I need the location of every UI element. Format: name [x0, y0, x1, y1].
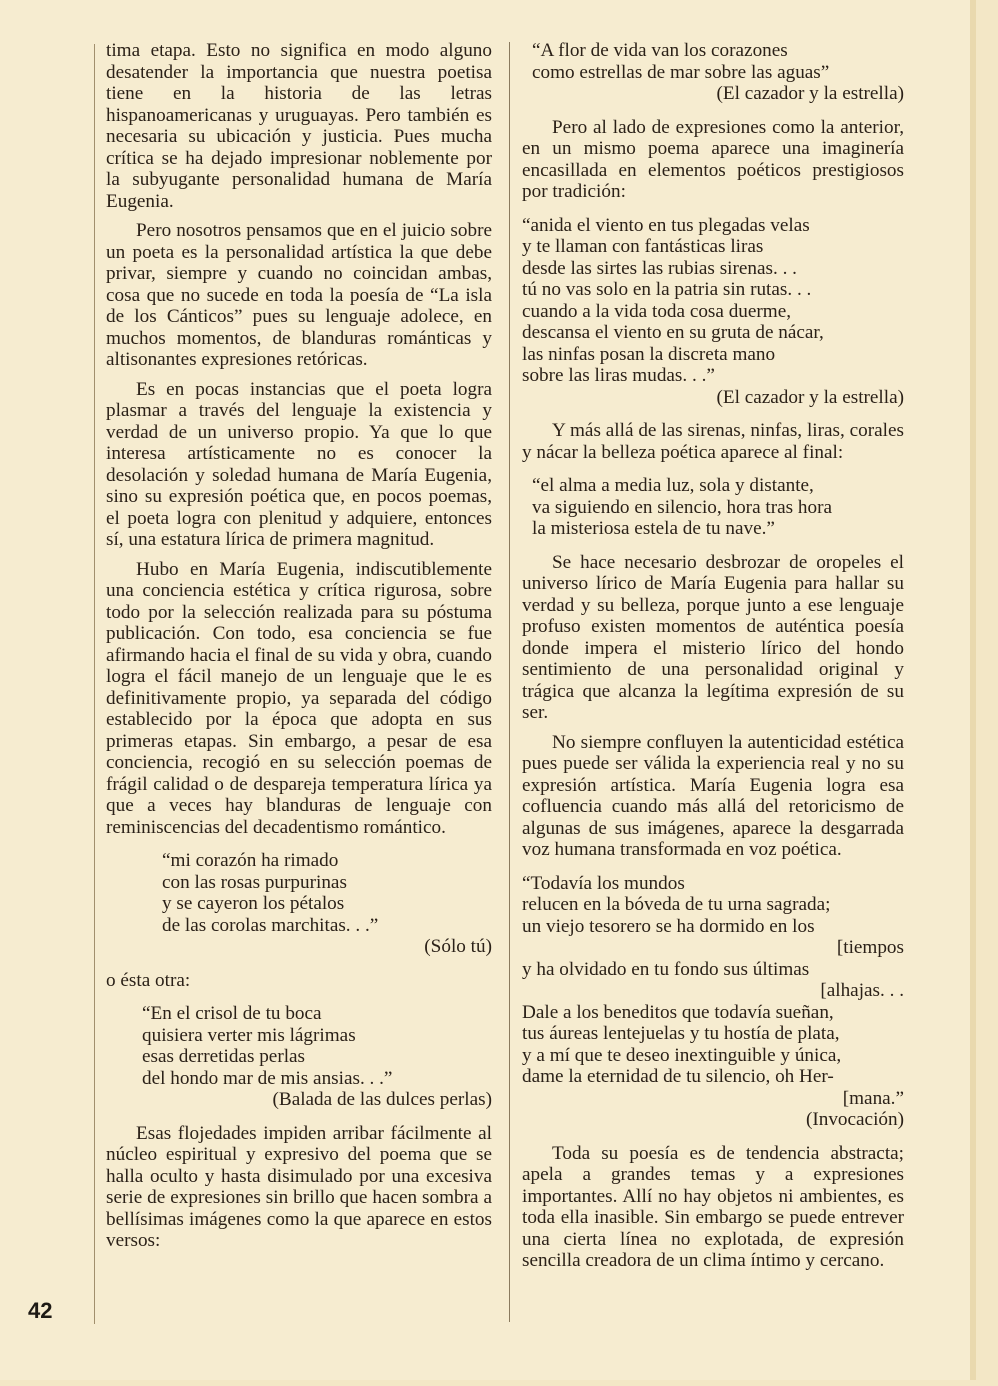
verse-quote — [522, 215, 904, 409]
verse-line: como estrellas de mar sobre las aguas” — [532, 61, 830, 83]
verse-line: con las rosas purpurinas — [162, 871, 347, 893]
verse-citation: (Balada de las dulces perlas) — [272, 1089, 492, 1110]
verse-continuation: [mana.” — [842, 1087, 904, 1109]
verse-line: “En el crisol de tu boca — [142, 1003, 322, 1024]
verse-line: tus áureas lentejuelas y tu hostía de plata, — [522, 1023, 840, 1044]
verse-quote — [106, 850, 492, 958]
verse-line: “anida el viento en tus plegadas velas — [522, 214, 810, 236]
verse-line: esas derretidas perlas — [142, 1046, 306, 1067]
paragraph: No siempre confluyen la autenticidad estética pues puede ser válida la experiencia real y no su expresión artística. María Eugenia logra esa cofluencia cuando más allá del retoricismo de algunas de sus imágenes, aparece la desgarrada voz humana transformada en voz poética. — [522, 731, 904, 860]
verse-line: y a mí que te deseo inextinguible y única, — [522, 1044, 842, 1066]
verse-citation: (Sólo tú) — [424, 936, 492, 957]
left-margin-rule — [94, 44, 95, 1324]
verse-line: del hondo mar de mis ansias. . .” — [142, 1067, 393, 1089]
verse-quote — [522, 873, 904, 1131]
paragraph: Pero al lado de expresiones como la anterior, en un mismo poema aparece una imaginería encasillada en elementos poéticos prestigiosos por tradición: — [522, 116, 904, 202]
verse-line: “mi corazón ha rimado — [162, 850, 339, 871]
verse-line: un viejo tesorero se ha dormido en los — [522, 915, 815, 937]
verse-line: de las corolas marchitas. . .” — [162, 914, 379, 936]
paragraph: Se hace necesario desbrozar de oropeles el universo lírico de María Eugenia para hallar su verdad y su belleza, porque junto a ese lenguaje profuso existen momentos de auténtica poesía donde impera el misterio lírico del hondo sentimiento de una personalidad original y trágica que alcanza la legítima expresión de su ser. — [522, 551, 904, 723]
verse-line: y ha olvidado en tu fondo sus últimas — [522, 958, 810, 980]
verse-line: y te llaman con fantásticas liras — [522, 236, 764, 257]
paragraph: Hubo en María Eugenia, indiscutiblemente una conciencia estética y crítica rigurosa, sobre todo por la selección realizada para su póstuma publicación. Con todo, esa conciencia se fue afirmando hacia el final de su vida y obra, cuando logra el fácil manejo de un lenguaje que le es definitivamente propio, ya separada del código establecido por la época que adopta en sus primeras etapas. Sin embargo, a pesar de esa conciencia, recogió en su selección poemas de frágil calidad o de despareja temperatura lírica ya que a veces hay blanduras de lenguaje con reminiscencias del decadentismo romántico. — [106, 558, 492, 838]
verse-continuation: [tiempos — [836, 937, 904, 958]
verse-line: descansa el viento en su gruta de nácar, — [522, 322, 824, 343]
paragraph: tima etapa. Esto no significa en modo alguno desatender la importancia que nuestra poetisa tiene en la historia de las letras hispanoamericanas y uruguayas. Pero también es necesaria su ubicación y justicia. Pues mucha crítica se ha dejado impresionar noblemente por la subyugante personalidad humana de María Eugenia. — [106, 40, 492, 212]
verse-citation: (Invocación) — [805, 1109, 904, 1130]
verse-line: “A flor de vida van los corazones — [532, 40, 788, 61]
connector-text: o ésta otra: — [106, 969, 191, 991]
verse-continuation: [alhajas. . . — [820, 980, 904, 1001]
column-divider — [509, 42, 510, 1322]
verse-line: Dale a los beneditos que todavía sueñan, — [522, 1001, 834, 1023]
left-column — [106, 40, 492, 1260]
right-column — [522, 40, 904, 1280]
verse-quote — [522, 40, 904, 105]
verse-line: relucen en la bóveda de tu urna sagrada; — [522, 894, 831, 915]
paragraph: Esas flojedades impiden arribar fácilmente al núcleo espiritual y expresivo del poema que se halla oculto y hasta disimulado por una excesiva serie de expresiones sin brillo que hacen sombra a bellísimas imágenes como la que aparece en estos versos: — [106, 1122, 492, 1251]
paragraph: Pero nosotros pensamos que en el juicio sobre un poeta es la personalidad artística la que debe privar, siempre y cuando no coincidan ambas, cosa que no sucede en toda la poesía de “La isla de los Cánticos” pues su lenguaje adolece, en muchos momentos, de blanduras románticas y altisonantes expresiones retóricas. — [106, 220, 492, 370]
verse-citation: (El cazador y la estrella) — [716, 386, 904, 408]
verse-quote — [522, 475, 904, 540]
paragraph: Toda su poesía es de tendencia abstracta; apela a grandes temas y a expresiones importantes. Allí no hay objetos ni ambientes, es toda ella inasible. Sin embargo se puede entrever una cierta línea no explotada, de expresión sencilla creadora de un clima íntimo y cercano. — [522, 1142, 904, 1271]
verse-citation: (El cazador y la estrella) — [716, 83, 904, 104]
page-number: 42 — [28, 1298, 53, 1323]
verse-line: cuando a la vida toda cosa duerme, — [522, 300, 792, 322]
verse-line: “el alma a media luz, sola y distante, — [532, 475, 814, 496]
verse-line: va siguiendo en silencio, hora tras hora — [532, 496, 832, 518]
verse-quote — [106, 1003, 492, 1111]
verse-line: tú no vas solo en la patria sin rutas. . . — [522, 279, 812, 300]
paragraph: Es en pocas instancias que el poeta logra plasmar a través del lenguaje la existencia y verdad de un universo propio. Ya que lo que interesa artísticamente no es conocer la desolación y soledad humana de María Eugenia, sino su expresión poética que, en pocos poemas, el poeta logra con plenitud y adquiere, entonces sí, una estatura lírica de primera magnitud. — [106, 378, 492, 550]
verse-line: las ninfas posan la discreta mano — [522, 343, 776, 365]
paragraph: Y más allá de las sirenas, ninfas, liras, corales y nácar la belleza poética aparece al final: — [522, 420, 904, 463]
verse-line: dame la eternidad de tu silencio, oh Her- — [522, 1066, 834, 1087]
verse-line: quisiera verter mis lágrimas — [142, 1024, 356, 1046]
verse-line: la misteriosa estela de tu nave.” — [532, 518, 775, 539]
verse-line: desde las sirtes las rubias sirenas. . . — [522, 257, 797, 279]
verse-line: sobre las liras mudas. . .” — [522, 365, 715, 386]
verse-line: y se cayeron los pétalos — [162, 893, 345, 914]
verse-line: “Todavía los mundos — [522, 872, 685, 894]
